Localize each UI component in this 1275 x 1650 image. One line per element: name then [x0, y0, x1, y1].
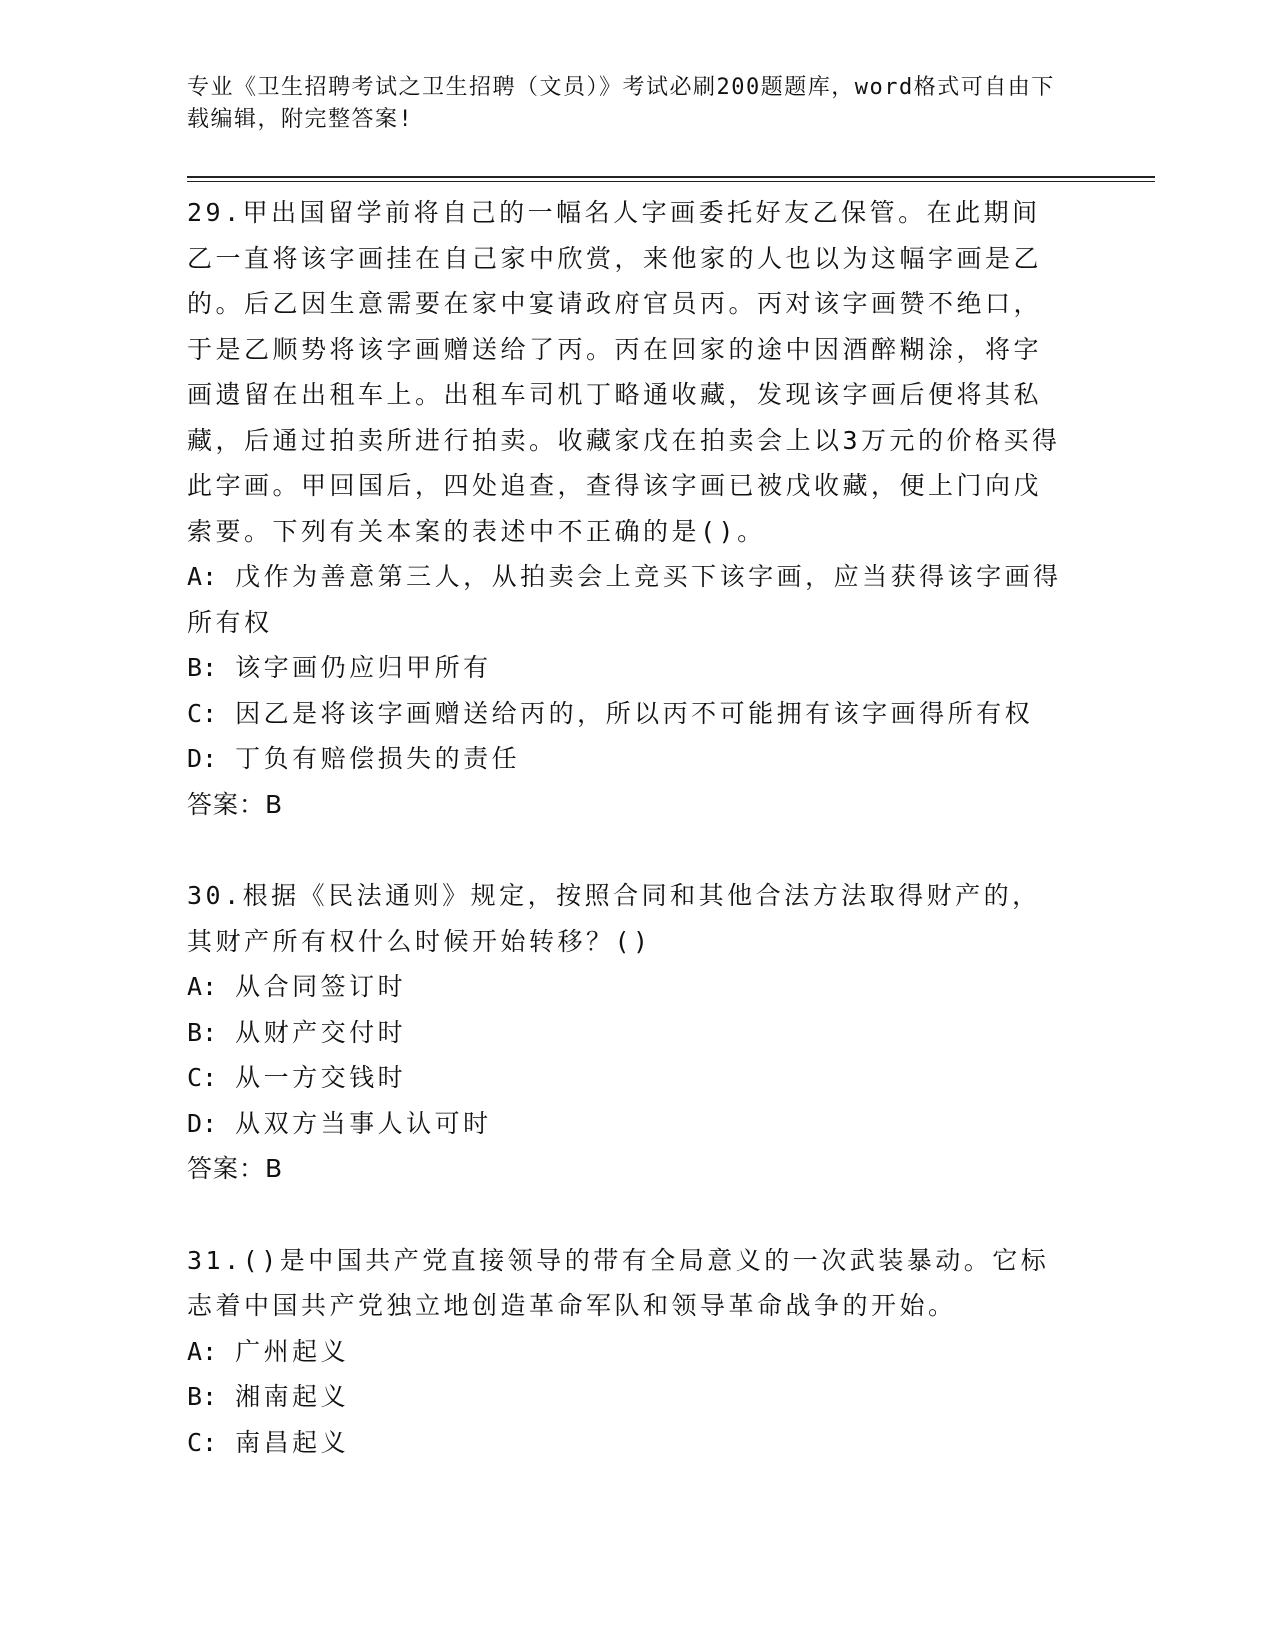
- option-key: B:: [187, 1017, 218, 1047]
- option-text: 湘南起义: [235, 1382, 350, 1411]
- option-key: A:: [187, 972, 218, 1001]
- question-stem: 30.根据《民法通则》规定，按照合同和其他合法方法取得财产的，其财产所有权什么时候开始转移？(): [187, 881, 1041, 956]
- option-b: [187, 1010, 1067, 1056]
- option-key: C:: [187, 1427, 218, 1457]
- question-stem: 29.甲出国留学前将自己的一幅名人字画委托好友乙保管。在此期间乙一直将该字画挂在自己家中欣赏，来他家的人也以为这幅字画是乙的。后乙因生意需要在家中宴请政府官员丙。丙对该字画赞不绝口，于是乙顺势将该字画赠送给了丙。丙在回家的途中因酒醉糊涂，将字画遗留在出租车上。出租车司机丁略通收藏，发现该字画后便将其私藏，后通过拍卖所进行拍卖。收藏家戊在拍卖会上以3万元的价格买得此字画。甲回国后，四处追查，查得该字画已被戊收藏，便上门向戊索要。下列有关本案的表述中不正确的是()。: [187, 198, 1061, 546]
- option-key: B:: [187, 1382, 218, 1411]
- option-c: [187, 1420, 1067, 1466]
- option-b: [187, 1374, 1067, 1420]
- option-text: 从合同签订时: [235, 972, 407, 1001]
- option-a: [187, 554, 1067, 645]
- option-a: [187, 964, 1067, 1010]
- option-c: [187, 691, 1067, 737]
- option-text: 广州起义: [235, 1336, 350, 1366]
- question-30: [187, 873, 1067, 1192]
- option-text: 因乙是将该字画赠送给丙的，所以丙不可能拥有该字画得所有权: [235, 698, 1034, 728]
- document-page: [187, 72, 1267, 1465]
- option-b: [187, 645, 1067, 691]
- option-text: 南昌起义: [235, 1427, 350, 1457]
- answer-line: 答案：B: [187, 1154, 284, 1183]
- option-key: B:: [187, 653, 218, 682]
- option-key: D:: [187, 744, 218, 773]
- option-c: [187, 1055, 1067, 1101]
- option-d: [187, 1101, 1067, 1147]
- option-a: [187, 1329, 1067, 1375]
- option-key: C:: [187, 698, 218, 728]
- question-29: [187, 190, 1067, 827]
- option-key: A:: [187, 1336, 218, 1366]
- document-header: 专业《卫生招聘考试之卫生招聘（文员）》考试必刷200题题库，word格式可自由下载编辑，附完整答案!: [187, 75, 1055, 132]
- option-key: D:: [187, 1108, 218, 1138]
- option-text: 从一方交钱时: [235, 1063, 407, 1092]
- option-key: C:: [187, 1063, 218, 1092]
- option-d: [187, 736, 1067, 782]
- option-text: 从财产交付时: [235, 1017, 407, 1047]
- option-key: A:: [187, 562, 218, 591]
- option-text: 丁负有赔偿损失的责任: [235, 744, 521, 773]
- option-text: 戊作为善意第三人，从拍卖会上竞买下该字画，应当获得该字画得所有权: [187, 562, 1062, 637]
- option-text: 该字画仍应归甲所有: [235, 653, 492, 682]
- question-stem: 31.()是中国共产党直接领导的带有全局意义的一次武装暴动。它标志着中国共产党独立地创造革命军队和领导革命战争的开始。: [187, 1245, 1050, 1320]
- answer-line: 答案：B: [187, 789, 284, 819]
- question-31: [187, 1238, 1067, 1466]
- option-text: 从双方当事人认可时: [235, 1108, 492, 1138]
